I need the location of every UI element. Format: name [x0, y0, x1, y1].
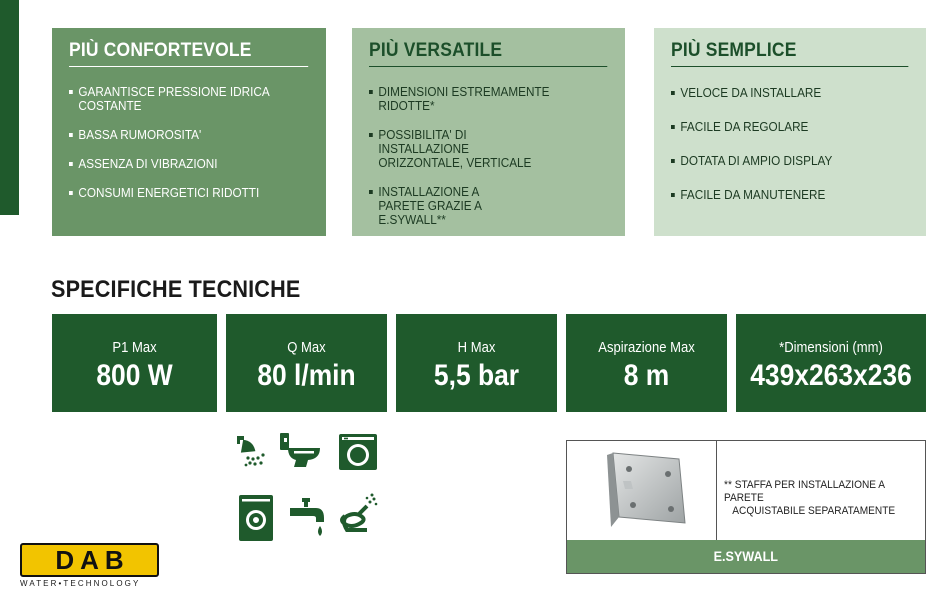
feature-title: PIÙ SEMPLICE	[671, 40, 908, 67]
feature-item: FACILE DA MANUTENERE	[671, 188, 909, 202]
feature-title: PIÙ CONFORTEVOLE	[69, 40, 308, 67]
feature-item: INSTALLAZIONE A PARETE GRAZIE A E.SYWALL**	[369, 185, 513, 227]
feature-item: DOTATA DI AMPIO DISPLAY	[671, 154, 909, 168]
spec-card-h	[396, 314, 557, 412]
feature-item: GARANTISCE PRESSIONE IDRICA COSTANTE	[69, 85, 309, 113]
spec-card-dimensions	[736, 314, 926, 412]
dishwasher-icon	[238, 494, 274, 542]
feature-list	[671, 86, 910, 202]
feature-list	[69, 85, 310, 200]
feature-item: POSSIBILITA' DI INSTALLAZIONE ORIZZONTALE, VERTICALE	[369, 128, 545, 170]
feature-box-simple	[654, 28, 926, 236]
dab-logo	[20, 543, 159, 577]
spec-card-q	[226, 314, 387, 412]
feature-item: BASSA RUMOROSITA'	[69, 128, 309, 142]
washing-machine-icon	[338, 433, 378, 471]
esywall-note	[724, 479, 922, 518]
esywall-footer	[567, 540, 925, 573]
spec-label: P1 Max	[112, 340, 157, 356]
spec-value: 5,5 bar	[433, 359, 520, 392]
spec-label: Q Max	[287, 340, 326, 356]
spec-card-p1	[52, 314, 217, 412]
wall-bracket-image	[567, 441, 717, 540]
shower-icon	[234, 432, 270, 468]
feature-title: PIÙ VERSATILE	[369, 40, 607, 67]
spec-label: Aspirazione Max	[598, 340, 695, 356]
garden-hose-icon	[337, 490, 379, 536]
esywall-note-line1: ** STAFFA PER INSTALLAZIONE A PARETE	[724, 479, 885, 504]
specs-heading: SPECIFICHE TECNICHE	[51, 276, 301, 303]
feature-item: FACILE DA REGOLARE	[671, 120, 909, 134]
feature-item: ASSENZA DI VIBRAZIONI	[69, 157, 309, 171]
wall-bracket-illustration	[567, 441, 717, 540]
spec-label: H Max	[457, 340, 496, 356]
logo-text: DAB	[55, 545, 130, 575]
esywall-note-line2: ACQUISTABILE SEPARATAMENTE	[732, 505, 896, 517]
feature-box-comfort	[52, 28, 326, 236]
spec-value: 8 m	[623, 359, 670, 392]
feature-box-versatile	[352, 28, 625, 236]
faucet-icon	[288, 496, 328, 540]
spec-card-aspiration	[566, 314, 727, 412]
spec-value: 439x263x236	[750, 359, 912, 392]
logo-tagline: WATER•TECHNOLOGY	[20, 579, 141, 588]
spec-value: 800 W	[96, 359, 173, 392]
feature-list	[369, 85, 609, 227]
feature-item: VELOCE DA INSTALLARE	[671, 86, 909, 100]
feature-item: DIMENSIONI ESTREMAMENTE RIDOTTE*	[369, 85, 608, 113]
spec-value: 80 l/min	[257, 359, 356, 392]
left-accent-strip	[0, 0, 19, 215]
feature-item: CONSUMI ENERGETICI RIDOTTI	[69, 186, 309, 200]
esywall-panel	[566, 440, 926, 574]
spec-label: *Dimensioni (mm)	[779, 340, 883, 356]
toilet-icon	[278, 432, 322, 468]
esywall-label: E.SYWALL	[713, 548, 779, 564]
